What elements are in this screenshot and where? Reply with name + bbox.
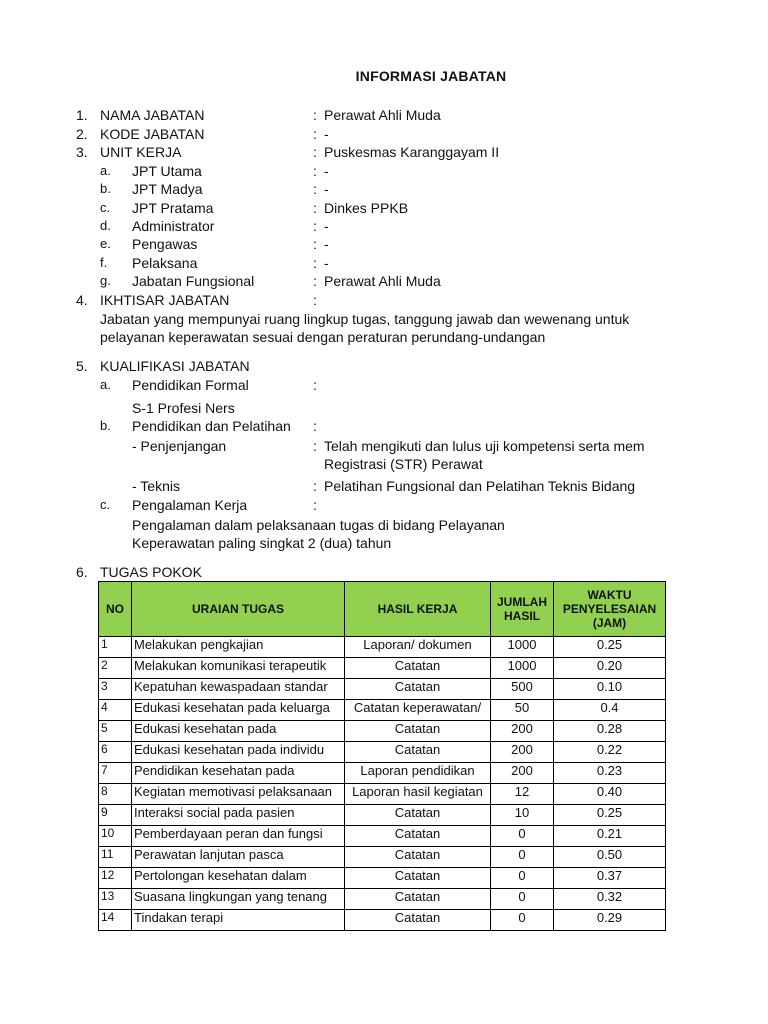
row-jumlah-cell: 0 <box>491 826 554 847</box>
row-jumlah-cell: 50 <box>491 700 554 721</box>
row-jumlah-cell: 200 <box>491 763 554 784</box>
table-row <box>99 763 666 784</box>
row-no-cell: 4 <box>99 700 132 721</box>
header-uraian-tugas: URAIAN TUGAS <box>132 582 345 637</box>
row-hasil-cell: Catatan <box>345 805 491 826</box>
document-page: INFORMASI JABATAN 1. NAMA JABATAN : Perawat Ahli Muda 2. KODE JABATAN : - 3. UNIT KERJA : Puskesmas Karanggayam II a. JPT Utama : - b. JPT Madya : - c. JPT Pratama : Dinkes PPKB d. Administrator : - e. Pengawas : - f. Pelaksana : - g. Jabatan Fungsional : Perawat Ahli Muda 4. IKHTISAR JABATAN : Jabatan yang mempunyai ruang lingkup tugas, tanggung jawab dan wewenang untuk pelayanan keperawatan sesuai dengan peraturan perundang-undangan 5. KUALIFIKASI JABATAN a. Pendidikan Formal : S-1 Profesi Ners b. Pendidikan dan Pelatihan : - Penjenjangan : Telah mengikuti dan lulus uji kompetensi serta mem Registrasi (STR) Perawat - Teknis : Pelatihan Fungsional dan Pelatihan Teknis Bidang c. Pengalaman Kerja : Pengalaman dalam pelaksanaan tugas di bidang Pelayanan Keperawatan paling singkat 2 (dua) tahun 6. TUGAS POKOK NO URAIAN TUGAS HASIL KERJA JUMLAH HASIL WAKTU PENYELESAIAN (JAM) 1 Melakukan pengkajian Laporan/ dokumen 1000 0.25 2 Melakukan komunikasi terapeutik Catatan 1000 0.20 3 Kepatuhan kewaspadaan standar Catatan 500 0.10 4 Edukasi kesehatan pada keluarga Catatan keperawatan/ 50 0.4 5 Edukasi kesehatan pada Catatan 200 0.28 6 Edukasi kesehatan pada individu Catatan 200 0.22 7 Pendidikan kesehatan pada Laporan pendidikan 200 0.23 8 Kegiatan memotivasi pelaksanaan Laporan hasil kegiatan 12 0.40 9 Interaksi social pada pasien Catatan 10 0.25 10 Pemberdayaan peran dan fungsi Catatan 0 0.21 11 Perawatan lanjutan pasca Catatan 0 0.50 12 Pertolongan kesehatan dalam Catatan 0 0.37 13 Suasana lingkungan yang tenang Catatan 0 0.32 14 Tindakan terapi Catatan 0 0.29 <box>0 0 768 1024</box>
header-hasil-kerja: HASIL KERJA <box>345 582 491 637</box>
row-no-cell: 2 <box>99 658 132 679</box>
row-uraian-cell: Perawatan lanjutan pasca <box>132 847 345 868</box>
row-waktu-cell: 0.10 <box>554 679 666 700</box>
row-uraian-cell: Edukasi kesehatan pada <box>132 721 345 742</box>
tugas-pokok-table <box>98 581 666 931</box>
table-row <box>99 889 666 910</box>
row-hasil-cell: Catatan <box>345 910 491 931</box>
row-no-cell: 12 <box>99 868 132 889</box>
table-row <box>99 637 666 658</box>
row-waktu-cell: 0.23 <box>554 763 666 784</box>
table-row <box>99 805 666 826</box>
pendidikan-formal-value: S-1 Profesi Ners <box>132 400 235 416</box>
row-no-cell: 6 <box>99 742 132 763</box>
header-jumlah-hasil: JUMLAH HASIL <box>491 582 554 637</box>
row-jumlah-cell: 0 <box>491 889 554 910</box>
table-row <box>99 742 666 763</box>
row-hasil-cell: Catatan <box>345 826 491 847</box>
row-uraian-cell: Edukasi kesehatan pada keluarga <box>132 700 345 721</box>
row-hasil-cell: Laporan/ dokumen <box>345 637 491 658</box>
header-waktu-penyelesaian: WAKTU PENYELESAIAN (JAM) <box>554 582 666 637</box>
document-title: INFORMASI JABATAN <box>355 68 507 84</box>
row-uraian-cell: Pertolongan kesehatan dalam <box>132 868 345 889</box>
row-hasil-cell: Catatan keperawatan/ <box>345 700 491 721</box>
row-no-cell: 5 <box>99 721 132 742</box>
penjenjangan-line2: Registrasi (STR) Perawat <box>324 456 483 472</box>
pengalaman-line2: Keperawatan paling singkat 2 (dua) tahun <box>132 535 392 551</box>
row-hasil-cell: Catatan <box>345 721 491 742</box>
row-jumlah-cell: 0 <box>491 868 554 889</box>
row-hasil-cell: Catatan <box>345 742 491 763</box>
table-row <box>99 826 666 847</box>
row-no-cell: 1 <box>99 637 132 658</box>
row-no-cell: 7 <box>99 763 132 784</box>
table-row <box>99 847 666 868</box>
row-uraian-cell: Melakukan pengkajian <box>132 637 345 658</box>
row-jumlah-cell: 500 <box>491 679 554 700</box>
ikhtisar-text-line: pelayanan keperawatan sesuai dengan peraturan perundang-undangan <box>100 329 546 345</box>
row-waktu-cell: 0.25 <box>554 805 666 826</box>
row-no-cell: 3 <box>99 679 132 700</box>
row-jumlah-cell: 10 <box>491 805 554 826</box>
row-no-cell: 9 <box>99 805 132 826</box>
row-no-cell: 8 <box>99 784 132 805</box>
row-waktu-cell: 0.25 <box>554 637 666 658</box>
row-uraian-cell: Pemberdayaan peran dan fungsi <box>132 826 345 847</box>
row-waktu-cell: 0.50 <box>554 847 666 868</box>
row-hasil-cell: Catatan <box>345 889 491 910</box>
row-hasil-cell: Catatan <box>345 679 491 700</box>
row-waktu-cell: 0.37 <box>554 868 666 889</box>
header-no: NO <box>99 582 132 637</box>
table-row <box>99 700 666 721</box>
row-no-cell: 13 <box>99 889 132 910</box>
row-uraian-cell: Interaksi social pada pasien <box>132 805 345 826</box>
row-uraian-cell: Tindakan terapi <box>132 910 345 931</box>
pengalaman-line1: Pengalaman dalam pelaksanaan tugas di bidang Pelayanan <box>132 517 505 533</box>
row-waktu-cell: 0.32 <box>554 889 666 910</box>
row-waktu-cell: 0.28 <box>554 721 666 742</box>
row-waktu-cell: 0.40 <box>554 784 666 805</box>
row-jumlah-cell: 0 <box>491 910 554 931</box>
table-row <box>99 784 666 805</box>
row-waktu-cell: 0.20 <box>554 658 666 679</box>
table-row <box>99 721 666 742</box>
row-no-cell: 10 <box>99 826 132 847</box>
row-jumlah-cell: 200 <box>491 721 554 742</box>
row-uraian-cell: Edukasi kesehatan pada individu <box>132 742 345 763</box>
row-waktu-cell: 0.4 <box>554 700 666 721</box>
row-uraian-cell: Suasana lingkungan yang tenang <box>132 889 345 910</box>
row-waktu-cell: 0.22 <box>554 742 666 763</box>
row-jumlah-cell: 1000 <box>491 658 554 679</box>
row-jumlah-cell: 1000 <box>491 637 554 658</box>
row-hasil-cell: Catatan <box>345 847 491 868</box>
row-waktu-cell: 0.29 <box>554 910 666 931</box>
row-hasil-cell: Laporan pendidikan <box>345 763 491 784</box>
row-hasil-cell: Catatan <box>345 658 491 679</box>
table-row <box>99 910 666 931</box>
row-no-cell: 11 <box>99 847 132 868</box>
row-jumlah-cell: 0 <box>491 847 554 868</box>
table-row <box>99 658 666 679</box>
row-jumlah-cell: 200 <box>491 742 554 763</box>
row-uraian-cell: Pendidikan kesehatan pada <box>132 763 345 784</box>
row-hasil-cell: Catatan <box>345 868 491 889</box>
table-row <box>99 679 666 700</box>
row-uraian-cell: Melakukan komunikasi terapeutik <box>132 658 345 679</box>
row-waktu-cell: 0.21 <box>554 826 666 847</box>
table-header-row <box>99 582 666 637</box>
row-hasil-cell: Laporan hasil kegiatan <box>345 784 491 805</box>
row-jumlah-cell: 12 <box>491 784 554 805</box>
row-no-cell: 14 <box>99 910 132 931</box>
ikhtisar-text-line: Jabatan yang mempunyai ruang lingkup tugas, tanggung jawab dan wewenang untuk <box>100 311 630 327</box>
row-uraian-cell: Kepatuhan kewaspadaan standar <box>132 679 345 700</box>
table-row <box>99 868 666 889</box>
row-uraian-cell: Kegiatan memotivasi pelaksanaan <box>132 784 345 805</box>
